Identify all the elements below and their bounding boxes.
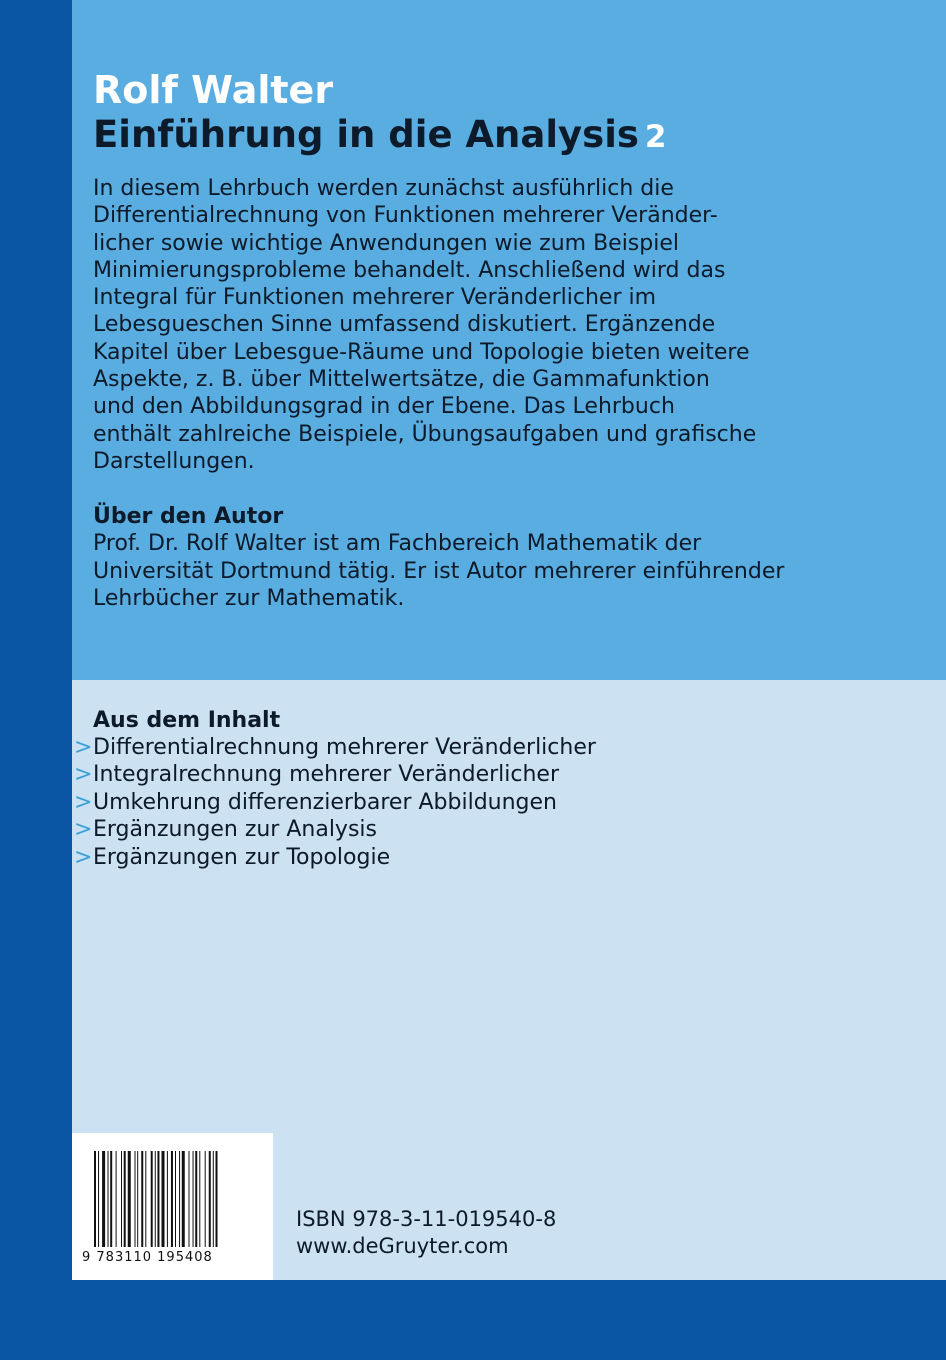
chevron-right-icon: > — [74, 762, 93, 788]
barcode-bar — [124, 1151, 126, 1247]
barcode-bar — [205, 1151, 206, 1247]
barcode-bar — [171, 1151, 173, 1247]
barcode-bar — [157, 1151, 159, 1247]
chevron-right-icon: > — [74, 844, 93, 870]
barcode-bar — [121, 1151, 122, 1247]
barcode-bar — [137, 1151, 138, 1247]
chevron-right-icon: > — [74, 817, 93, 843]
barcode-digits: 9 783110 195408 — [82, 1250, 213, 1265]
barcode-bar — [179, 1151, 180, 1247]
barcode-bar — [195, 1151, 197, 1247]
description-line: enthält zahlreiche Beispiele, Übungsaufgaben und grafische — [93, 421, 757, 447]
about-line: Lehrbücher zur Mathematik. — [93, 586, 405, 611]
barcode-bar — [141, 1151, 143, 1247]
barcode-bar — [94, 1151, 96, 1247]
about-line: Universität Dortmund tätig. Er ist Autor mehrerer einführender — [93, 558, 785, 584]
barcode-bar — [216, 1151, 218, 1247]
list-item-label: Umkehrung differenzierbarer Abbildungen — [93, 789, 557, 815]
barcode-bar — [128, 1151, 131, 1247]
volume-number: 2 — [644, 119, 667, 155]
description-line: Aspekte, z. B. über Mittelwertsätze, die Gammafunktion — [93, 367, 710, 393]
author-name: Rolf Walter — [93, 68, 334, 112]
barcode-bar — [145, 1151, 146, 1247]
list-item — [74, 761, 596, 788]
barcode-bar — [98, 1151, 99, 1247]
contents-list — [74, 734, 596, 871]
list-item — [74, 844, 596, 871]
barcode-bar — [193, 1151, 194, 1247]
barcode-bar — [182, 1151, 185, 1247]
barcode-bar — [199, 1151, 200, 1247]
barcode-bars — [94, 1151, 254, 1251]
chevron-right-icon: > — [74, 789, 93, 815]
barcode-bar — [162, 1151, 165, 1247]
contents-heading: Aus dem Inhalt — [93, 708, 281, 733]
barcode-bar — [209, 1151, 211, 1247]
barcode-bar — [155, 1151, 156, 1247]
list-item — [74, 789, 596, 816]
list-item — [74, 816, 596, 843]
description-line: Differentialrechnung von Funktionen mehrerer Veränder- — [93, 203, 718, 229]
description-line: Integral für Funktionen mehrerer Veränderlicher im — [93, 285, 657, 311]
barcode-bar — [116, 1151, 117, 1247]
list-item-label: Ergänzungen zur Analysis — [93, 817, 377, 843]
about-author-text — [93, 530, 784, 613]
barcode-bar — [175, 1151, 176, 1247]
isbn-text: ISBN 978-3-11-019540-8 — [296, 1207, 557, 1231]
description-line: Darstellungen. — [93, 448, 255, 474]
barcode-bar — [110, 1151, 112, 1247]
barcode — [72, 1133, 273, 1280]
barcode-bar — [108, 1151, 109, 1247]
description-line: licher sowie wichtige Anwendungen wie zum Beispiel — [93, 230, 679, 256]
description-line: Lebesgueschen Sinne umfassend diskutiert. Ergänzende — [93, 312, 716, 338]
list-item-label: Ergänzungen zur Topologie — [93, 844, 391, 870]
description-line: und den Abbildungsgrad in der Ebene. Das Lehrbuch — [93, 394, 675, 420]
list-item-label: Differentialrechnung mehrerer Veränderlicher — [93, 735, 596, 760]
list-item-label: Integralrechnung mehrerer Veränderlicher — [93, 762, 559, 788]
about-line: Prof. Dr. Rolf Walter ist am Fachbereich Mathematik der — [93, 531, 702, 556]
barcode-bar — [213, 1151, 214, 1247]
publisher-url: www.deGruyter.com — [296, 1234, 509, 1258]
barcode-bar — [102, 1151, 105, 1247]
description-line: Minimierungsprobleme behandelt. Anschließend wird das — [93, 257, 726, 283]
about-author-heading: Über den Autor — [93, 504, 284, 529]
barcode-bar — [167, 1151, 168, 1247]
barcode-bar — [189, 1151, 190, 1247]
chevron-right-icon: > — [74, 735, 93, 760]
description-text — [93, 175, 893, 475]
list-item — [74, 734, 596, 761]
barcode-bar — [151, 1151, 153, 1247]
description-line: Kapitel über Lebesgue-Räume und Topologie bieten weitere — [93, 339, 750, 365]
book-title — [93, 112, 666, 160]
book-title-text: Einführung in die Analysis — [93, 113, 639, 156]
description-line: In diesem Lehrbuch werden zunächst ausführlich die — [93, 176, 674, 201]
barcode-bar — [135, 1151, 136, 1247]
